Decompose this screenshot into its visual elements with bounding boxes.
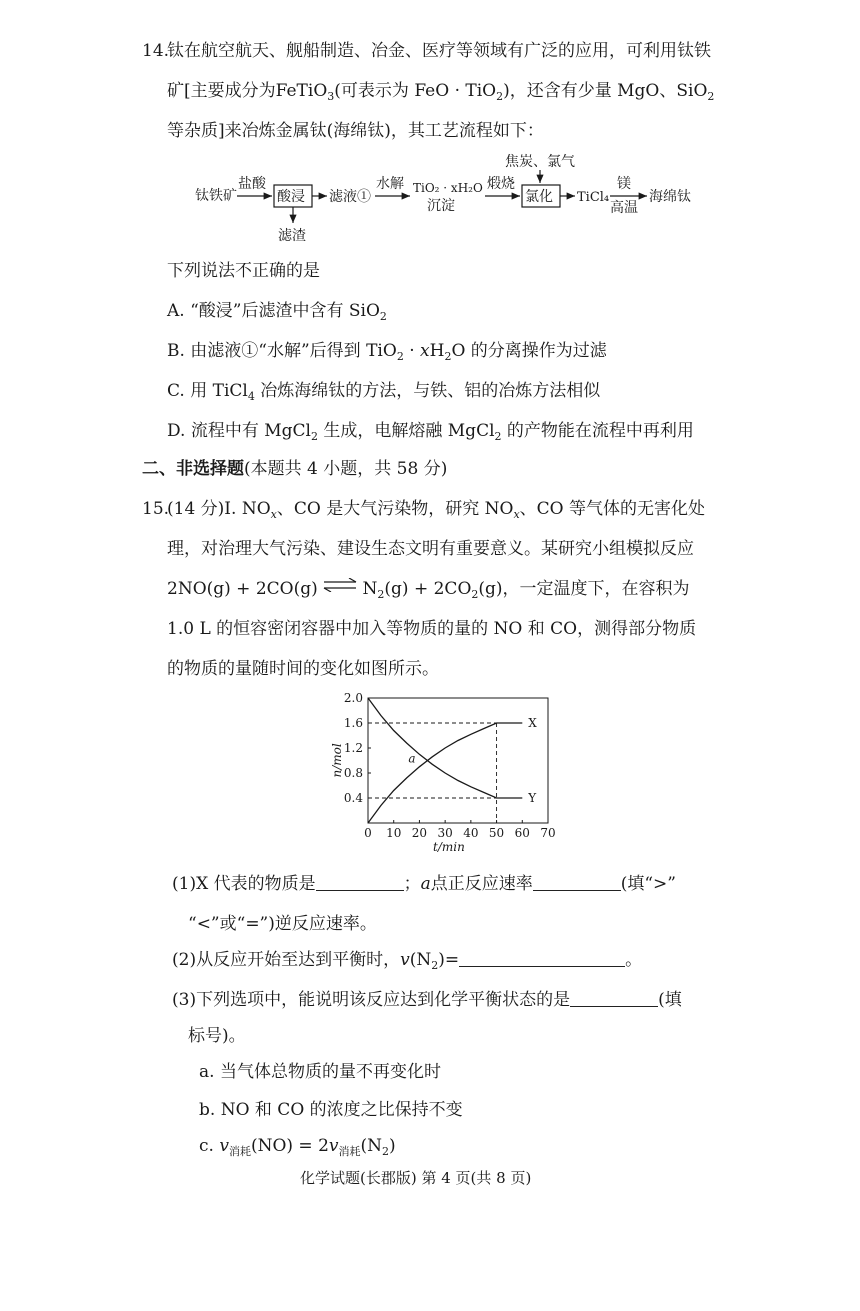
chart-frame	[368, 698, 548, 823]
answer-blank-2[interactable]	[533, 874, 621, 891]
flow-step-calcine: 煅烧	[487, 176, 515, 192]
q14-number: 14.	[142, 41, 170, 61]
q15-sub3-line2: 标号)。	[188, 1026, 246, 1046]
flow-product-tio2: TiO₂ · xH₂O	[413, 181, 483, 195]
q14-option-b: B. 由滤液①“水解”后得到 $TiO_2 \cdot xH_2O$ 的分离操作为过滤	[167, 341, 607, 363]
flow-reagent-hcl: 盐酸	[238, 176, 266, 192]
q14-line2: 矿[主要成分为FeTiO$_3$(可表示为 FeO · TiO$_2$)，还含有少量 MgO、SiO$_2$	[167, 81, 715, 103]
y-tick-label: 0.8	[343, 766, 363, 780]
q14-line3: 等杂质]来冶炼金属钛(海绵钛)，其工艺流程如下：	[167, 121, 544, 141]
flow-filtrate: 滤液①	[329, 189, 371, 205]
flow-box1-label: 酸浸	[277, 189, 305, 205]
q14-option-d: D. 流程中有 MgCl$_2$ 生成，电解熔融 MgCl$_2$ 的产物能在流程中再利用	[167, 421, 694, 443]
y-tick-label: 0.4	[343, 791, 363, 805]
section-2-header: 二、非选择题(本题共 4 小题，共 58 分)	[142, 459, 448, 479]
equilibrium-arrow-icon	[323, 578, 357, 592]
q15-line3: 2NO(g) + 2CO(g) $N_2(g) + 2CO_2(g)$，一定温度下，在容积为	[167, 579, 690, 601]
x-tick-label: 0	[364, 826, 372, 840]
point-a-label: a	[408, 751, 416, 766]
page-footer: 化学试题(长郡版) 第 4 页(共 8 页)	[300, 1169, 532, 1187]
y-axis-label: n/mol	[330, 743, 344, 778]
q15-sub3-line1: (3)下列选项中，能说明该反应达到化学平衡状态的是 (填	[172, 990, 682, 1010]
q14-stem: 下列说法不正确的是	[167, 261, 320, 281]
x-tick-label: 60	[514, 826, 530, 840]
y-tick-label: 2.0	[343, 691, 363, 705]
q14-option-c: C. 用 TiCl$_4$ 冶炼海绵钛的方法，与铁、铝的冶炼方法相似	[167, 381, 601, 403]
series-label-X: X	[528, 716, 537, 730]
flow-box2-label: 氯化	[525, 189, 553, 205]
q15-option-c: c. $v_{消耗}(NO) = 2v_{消耗}(N_2)$	[199, 1136, 396, 1158]
q15-sub1-line2: “<”或“=”)逆反应速率。	[188, 914, 377, 934]
flow-start: 钛铁矿	[195, 188, 237, 204]
q15-line4: 1.0 L 的恒容密闭容器中加入等物质的量的 NO 和 CO，测得部分物质	[167, 619, 697, 639]
q14-option-a: A. “酸浸”后滤渣中含有 SiO$_2$	[167, 301, 387, 323]
q15-sub1-line1: (1)X 代表的物质是 ；a点正反应速率 (填“>”	[172, 874, 676, 894]
y-tick-label: 1.2	[343, 741, 363, 755]
q15-line1: (14 分)Ⅰ. $NO_x$、CO 是大气污染物，研究 $NO_x$、CO 等气体的无害化处	[167, 499, 706, 521]
q15-option-a: a. 当气体总物质的量不再变化时	[199, 1062, 441, 1082]
flow-reagent-coke-cl2: 焦炭、氯气	[505, 154, 575, 170]
q15-number: 15.	[142, 499, 170, 519]
q15-sub2: (2)从反应开始至达到平衡时，$v(N_2)=$ 。	[172, 950, 643, 972]
q15-line5: 的物质的量随时间的变化如图所示。	[167, 659, 439, 679]
y-tick-label: 1.6	[343, 716, 363, 730]
x-tick-label: 20	[411, 826, 428, 840]
x-axis-label: t/min	[433, 840, 465, 854]
answer-blank-1[interactable]	[316, 874, 404, 891]
process-flow-diagram	[185, 150, 725, 246]
x-tick-label: 30	[437, 826, 453, 840]
x-tick-label: 70	[540, 826, 556, 840]
x-tick-label: 50	[488, 826, 505, 840]
mole-vs-time-chart	[325, 690, 565, 860]
x-tick-label: 40	[463, 826, 479, 840]
x-tick-label: 10	[386, 826, 402, 840]
q15-line2: 理，对治理大气污染、建设生态文明有重要意义。某研究小组模拟反应	[167, 539, 694, 559]
flow-step-hightemp: 高温	[610, 200, 638, 216]
flow-final: 海绵钛	[649, 189, 691, 205]
q15-option-b: b. NO 和 CO 的浓度之比保持不变	[199, 1100, 463, 1120]
answer-blank-3[interactable]	[459, 950, 625, 967]
flow-precipitate: 沉淀	[427, 198, 455, 214]
flow-step-mg: 镁	[617, 176, 631, 192]
flow-step-hydrolysis: 水解	[376, 176, 404, 192]
flow-residue: 滤渣	[278, 228, 306, 244]
q14-line1: 钛在航空航天、舰船制造、冶金、医疗等领域有广泛的应用，可利用钛铁	[167, 41, 711, 61]
answer-blank-4[interactable]	[570, 990, 658, 1007]
flow-product-ticl4: TiCl₄	[577, 190, 610, 205]
series-label-Y: Y	[528, 791, 537, 805]
